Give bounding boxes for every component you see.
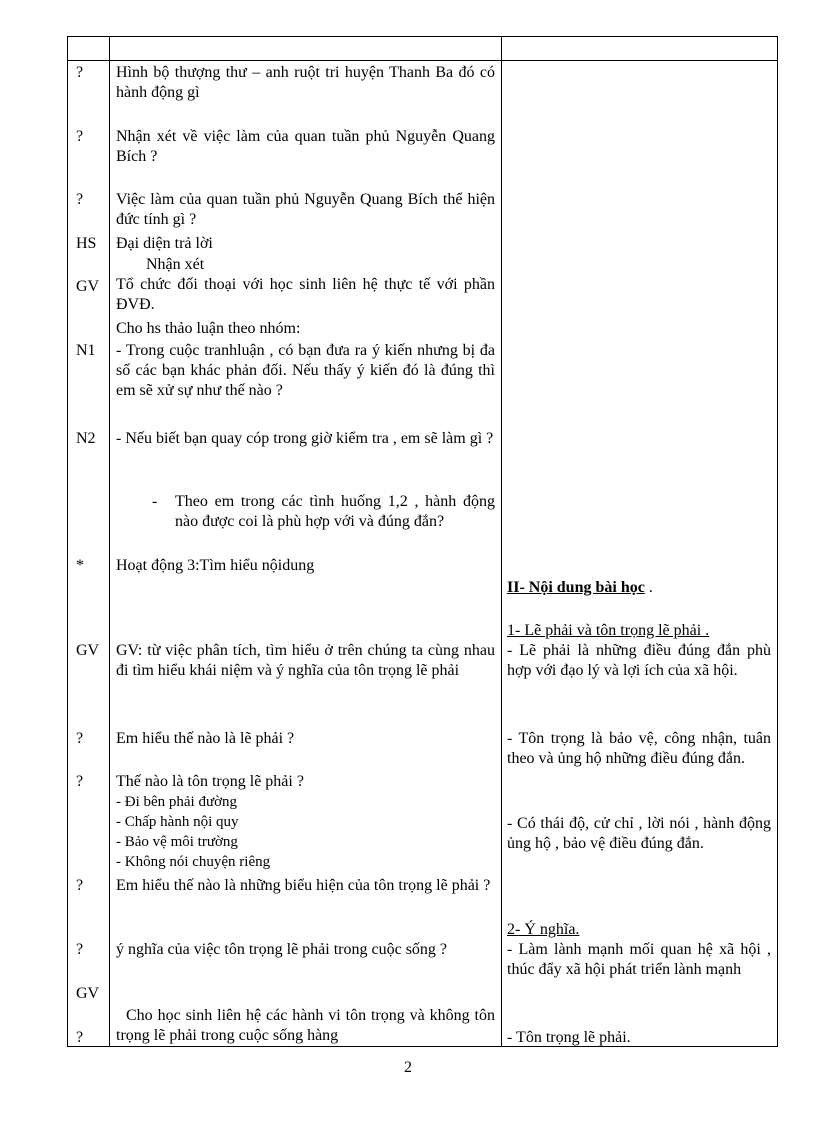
activity-subtext: Cho hs thảo luận theo nhóm: xyxy=(116,320,301,337)
lesson-table xyxy=(67,36,778,1047)
header-row-divider xyxy=(68,60,777,61)
column-divider-2 xyxy=(501,37,502,1046)
question-text: Theo em trong các tình huống 1,2 , hành động nào được coi là phù hợp với và đúng đắn? xyxy=(175,493,495,530)
row-label: ? xyxy=(76,1029,84,1046)
row-label: HS xyxy=(76,235,97,252)
row-label: N1 xyxy=(76,342,96,359)
question-text: Hình bộ thượng thư – anh ruột tri huyện Thanh Ba đó có hành động gì xyxy=(116,64,495,101)
row-label: ? xyxy=(76,730,84,747)
teacher-text: Cho học sinh liên hệ các hành vi tôn trọng và không tôn trọng lẽ phải trong cuộc sống hàng xyxy=(116,1007,495,1044)
list-item: - Chấp hành nội quy xyxy=(116,814,239,830)
question-text: ý nghĩa của việc tôn trọng lẽ phải trong cuộc sống ? xyxy=(116,941,448,958)
answer-subtext: Nhận xét xyxy=(146,256,205,273)
row-label: GV xyxy=(76,985,100,1002)
row-label: N2 xyxy=(76,430,96,447)
column-divider-1 xyxy=(109,37,110,1046)
bullet-marker: - xyxy=(152,493,158,510)
row-label: ? xyxy=(76,128,84,145)
group-task-text: - Nếu biết bạn quay cóp trong giờ kiểm tra , em sẽ làm gì ? xyxy=(116,430,494,447)
row-label: ? xyxy=(76,773,84,790)
list-item: - Bảo vệ môi trường xyxy=(116,834,238,850)
answer-text: Đại diện trả lời xyxy=(116,235,213,252)
question-text: Việc làm của quan tuần phủ Nguyễn Quang Bích thể hiện đức tính gì ? xyxy=(116,191,495,228)
row-label: * xyxy=(76,557,84,574)
row-label: ? xyxy=(76,941,84,958)
list-item: - Đi bên phải đường xyxy=(116,794,238,810)
teacher-text: GV: từ việc phân tích, tìm hiểu ở trên chúng ta cùng nhau đi tìm hiểu khái niệm và ý nghĩa của tôn trọng lẽ phải xyxy=(116,642,495,679)
group-task-text: - Trong cuộc tranhluận , có bạn đưa ra ý kiến nhưng bị đa số các bạn khác phản đối. Nếu thấy ý kiến đó là đúng thì em sẽ xử sự như thế nào ? xyxy=(116,342,495,399)
list-item: - Không nói chuyện riêng xyxy=(116,854,271,870)
content-paragraph: - Làm lành mạnh mối quan hệ xã hội , thúc đẩy xã hội phát triển lành mạnh xyxy=(507,941,771,978)
row-label: ? xyxy=(76,877,84,894)
question-text: Nhận xét về việc làm của quan tuần phủ Nguyễn Quang Bích ? xyxy=(116,128,495,165)
subsection-title: 2- Ý nghĩa. xyxy=(507,921,580,938)
row-label: GV xyxy=(76,278,100,295)
section-heading xyxy=(507,578,771,598)
content-paragraph: - Tôn trọng là bảo vệ, công nhận, tuân theo và ủng hộ những điều đúng đắn. xyxy=(507,730,771,767)
content-paragraph: - Tôn trọng lẽ phải. xyxy=(507,1029,631,1046)
section-title: II- Nội dung bài học xyxy=(507,579,645,596)
section-title-dot: . xyxy=(644,579,653,596)
activity-text: Tổ chức đối thoại với học sinh liên hệ thực tế với phần ĐVĐ. xyxy=(116,276,495,313)
question-text: Em hiểu thế nào là lẽ phải ? xyxy=(116,730,295,747)
content-paragraph: - Lẽ phải là những điều đúng đắn phù hợp với đạo lý và lợi ích của xã hội. xyxy=(507,642,771,679)
content-paragraph: - Có thái độ, cử chỉ , lời nói , hành động ủng hộ , bảo vệ điều đúng đắn. xyxy=(507,815,771,852)
page-number: 2 xyxy=(404,1059,412,1076)
subsection-title: 1- Lẽ phải và tôn trọng lẽ phải . xyxy=(507,622,710,639)
row-label: ? xyxy=(76,64,84,81)
row-label: GV xyxy=(76,642,100,659)
question-text: Thế nào là tôn trọng lẽ phải ? xyxy=(116,773,304,790)
row-label: ? xyxy=(76,191,84,208)
activity-heading: Hoạt động 3:Tìm hiểu nộidung xyxy=(116,557,315,574)
question-text: Em hiểu thế nào là những biểu hiện của tôn trọng lẽ phải ? xyxy=(116,877,491,894)
